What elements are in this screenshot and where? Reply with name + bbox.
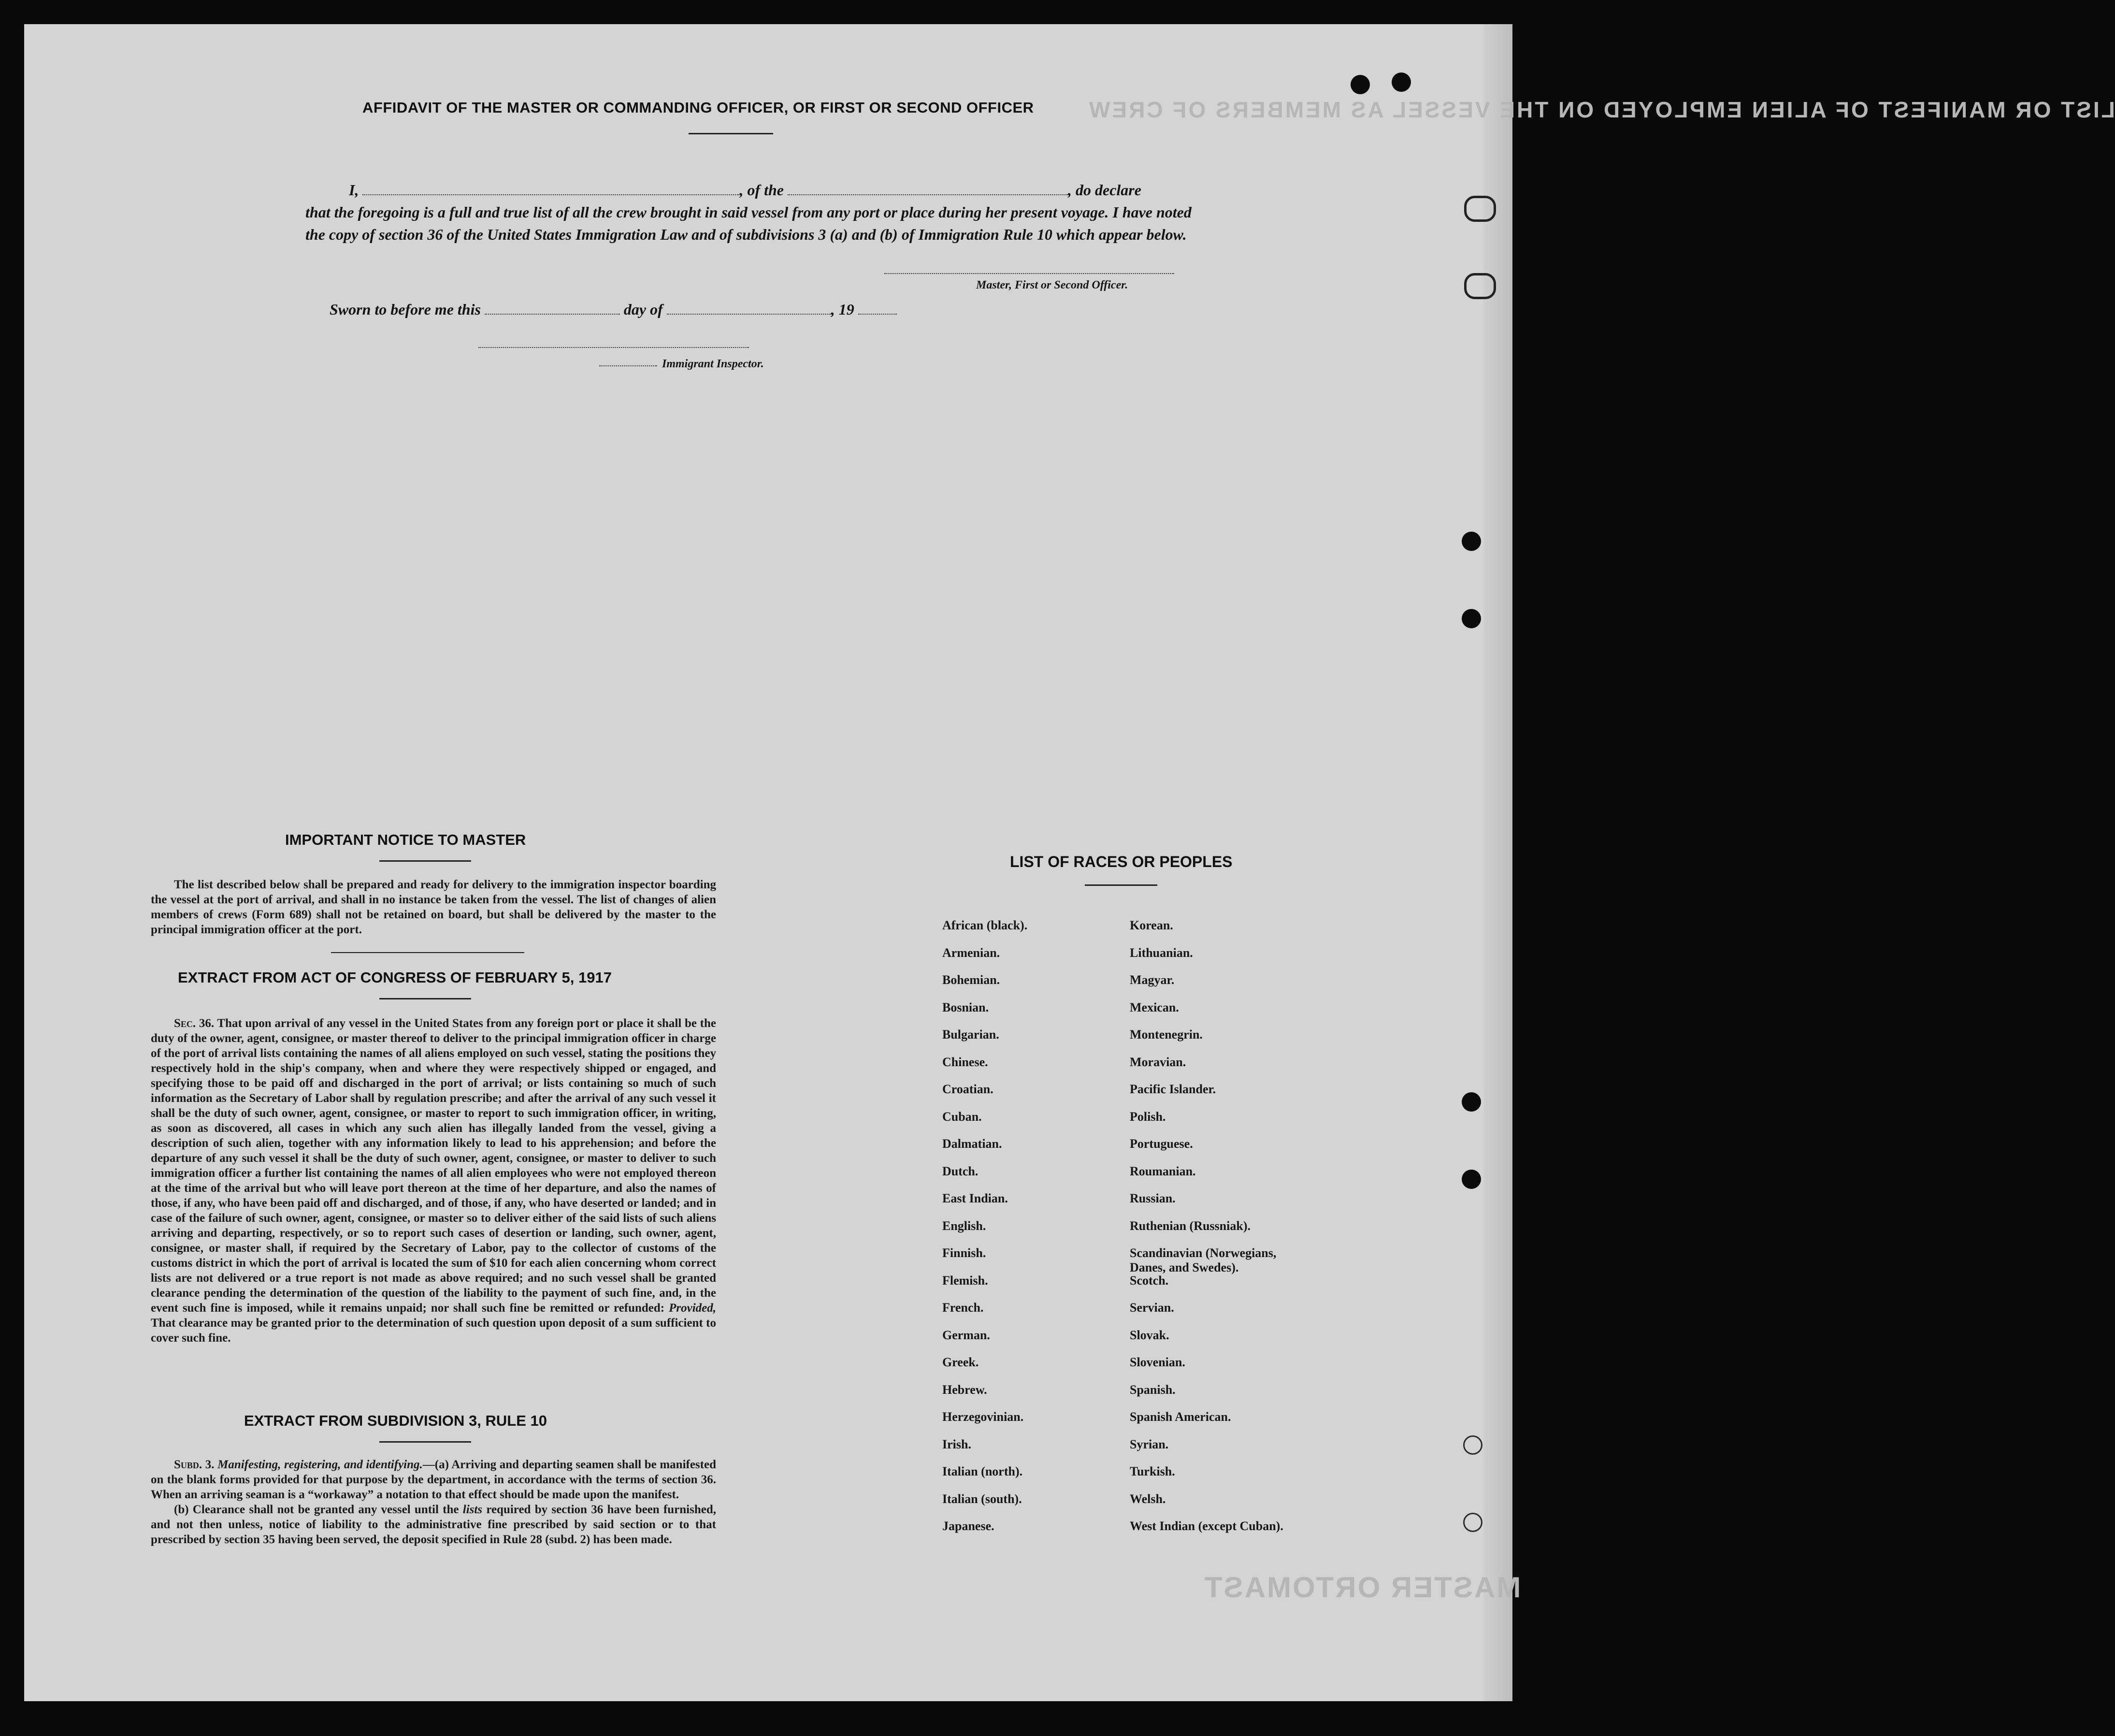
- affidavit-declare: , do declare: [1068, 181, 1141, 199]
- race-item: East Indian.: [942, 1191, 1008, 1205]
- rule-body: [151, 1457, 716, 1547]
- act-title: EXTRACT FROM ACT OF CONGRESS OF FEBRUARY 5, 1917: [178, 969, 612, 986]
- race-item: Pacific Islander.: [1130, 1082, 1216, 1096]
- race-item: Dutch.: [942, 1164, 978, 1178]
- act-text-end: That clearance may be granted prior to the determination of such question upon deposit of a sum sufficient to cover such fine.: [151, 1316, 716, 1345]
- race-item: Scotch.: [1130, 1273, 1169, 1288]
- race-item: Magyar.: [1130, 973, 1175, 987]
- race-item: Spanish American.: [1130, 1410, 1231, 1424]
- rule-title: EXTRACT FROM SUBDIVISION 3, RULE 10: [244, 1412, 547, 1429]
- rule-subd-label: Subd. 3.: [174, 1458, 215, 1471]
- rule-para-a: [151, 1457, 716, 1502]
- binder-clip: [1464, 196, 1496, 222]
- rule-para-b: [151, 1502, 716, 1547]
- vessel-blank[interactable]: [788, 182, 1068, 195]
- act-text: That upon arrival of any vessel in the United States from any foreign port or place it shall be the duty of the owner, agent, consignee, or master thereof to deliver to the principal immigration officer in charge of the port of arrival lists containing the names of all aliens employed on such vessel, stating the positions they respectively hold in the ship's company, when and where they were respectively shipped or engaged, and specifying those to be paid off and discharged in the port of arrival; or lists containing so much of such information as the Secretary of Labor shall by regulation prescribe; and after the arrival of any such vessel it shall be the duty of such owner, agent, consignee, or master to report to such immigration officer, in writing, as soon as discovered, all cases in which any such alien has illegally landed from the vessel, giving a description of such alien, together with any information likely to lead to his apprehension; and before the departure of any such vessel it shall be the duty of such owner, agent, consignee, or master to deliver to such immigration officer a further list containing the names of all alien employees who were not employed thereon at the time of the arrival but who will leave port thereon at the time of her departure, and also the names of those, if any, who have been paid off and discharged, and of those, if any, who have deserted or landed; and in case of the failure of such owner, agent, consignee, or master so to deliver either of the said lists of such aliens arriving and departing, respectively, or so to report such cases of desertion or landing, such owner, agent, consignee, or master shall, if required by the Secretary of Labor, pay to the collector of customs of the customs district in which the port of arrival is located the sum of $10 for each alien concerning whom correct lists are not delivered or a true report is not made as above required; and no such vessel shall be granted clearance pending the determination of the question of the liability to the payment of such fine, and, in the event such fine is imposed, while it remains unpaid; nor shall such fine be remitted or refunded:: [151, 1017, 716, 1315]
- race-item: West Indian (except Cuban).: [1130, 1519, 1283, 1533]
- affidavit-statement: that the foregoing is a full and true list of all the crew brought in said vessel from any port or place during her present voyage. I have noted the copy of section 36 of the United States Immigration Law and of subdivisions 3 (a) and (b) of Immigration Rule 10 which appear below.: [305, 203, 1192, 243]
- bleedthrough-header: LIST OR MANIFEST OF ALIEN EMPLOYED ON THE VESSEL AS MEMBERS OF CREW: [1087, 97, 2115, 122]
- punch-hole: [1462, 532, 1481, 551]
- race-item: Scandinavian (Norwegians, Danes, and Swedes).: [1130, 1246, 1277, 1274]
- rule-subd-heading: Manifesting, registering, and identifying.: [217, 1458, 423, 1471]
- races-title: LIST OF RACES OR PEOPLES: [1010, 853, 1233, 870]
- rule-para-b-lists: lists: [462, 1503, 483, 1516]
- affidavit-i: I,: [349, 181, 359, 199]
- race-item: Slovenian.: [1130, 1355, 1185, 1369]
- notice-body: [151, 877, 716, 937]
- race-item: Croatian.: [942, 1082, 993, 1096]
- race-item: German.: [942, 1328, 990, 1342]
- notice-title-rule: [379, 860, 471, 862]
- act-provided: Provided,: [669, 1302, 717, 1315]
- race-item: Finnish.: [942, 1246, 986, 1260]
- sworn-prefix: Sworn to before me this: [330, 301, 481, 318]
- act-section-label: Sec. 36.: [174, 1017, 215, 1030]
- notice-title: IMPORTANT NOTICE TO MASTER: [285, 831, 526, 848]
- sworn-year-blank[interactable]: [858, 301, 897, 315]
- races-right-column: [1130, 918, 1283, 1547]
- race-item: Cuban.: [942, 1109, 982, 1124]
- inspector-prefix-dots: [599, 365, 657, 366]
- race-item: Welsh.: [1130, 1491, 1166, 1506]
- races-title-rule: [1085, 884, 1157, 886]
- notice-paragraph: The list described below shall be prepared and ready for delivery to the immigration inspector boarding the vessel at the port of arrival, and shall in no instance be taken from the vessel. The list of changes of alien members of crews (Form 689) shall not be retained on board, but shall be delivered by the master to the principal immigration officer at the port.: [151, 878, 716, 936]
- affidavit-title: AFFIDAVIT OF THE MASTER OR COMMANDING OFFICER, OR FIRST OR SECOND OFFICER: [362, 99, 1034, 116]
- race-item: Irish.: [942, 1437, 971, 1451]
- race-item: Armenian.: [942, 945, 1000, 960]
- race-item: Herzegovinian.: [942, 1410, 1024, 1424]
- race-item: Servian.: [1130, 1301, 1174, 1315]
- sworn-line: [330, 298, 1233, 320]
- race-item: Greek.: [942, 1355, 979, 1369]
- affidavit-body: [305, 179, 1209, 246]
- master-signature-line[interactable]: [884, 273, 1174, 274]
- race-item: Lithuanian.: [1130, 945, 1193, 960]
- act-title-rule: [379, 998, 471, 999]
- race-item: Spanish.: [1130, 1382, 1176, 1397]
- master-signature-label: Master, First or Second Officer.: [976, 279, 1128, 291]
- race-item: Hebrew.: [942, 1382, 987, 1397]
- document-page: [24, 24, 2115, 1701]
- race-item: French.: [942, 1301, 984, 1315]
- race-item: Chinese.: [942, 1055, 988, 1069]
- rule-para-a-text: —(a) Arriving and departing seamen shall be manifested on the blank forms provided for that purpose by the department, in accordance with the terms of section 36. When an arriving seaman is a “workaway” a notation to that effect should be made upon the manifest.: [151, 1458, 716, 1501]
- race-item: Bulgarian.: [942, 1027, 999, 1042]
- punch-hole: [1392, 72, 1411, 92]
- bleedthrough-footer: MASTER ORTOMAST: [1203, 1571, 1521, 1604]
- race-item: Japanese.: [942, 1519, 994, 1533]
- sworn-day-of: day of: [623, 301, 663, 318]
- race-item: Slovak.: [1130, 1328, 1169, 1342]
- race-item: Flemish.: [942, 1273, 988, 1288]
- binder-clip: [1464, 273, 1496, 299]
- race-item: African (black).: [942, 918, 1028, 932]
- rule-title-rule: [379, 1441, 471, 1443]
- race-item: English.: [942, 1218, 986, 1233]
- race-item: Syrian.: [1130, 1437, 1169, 1451]
- punch-hole-open: [1463, 1435, 1482, 1455]
- notice-section-divider: [331, 952, 524, 953]
- race-item: Portuguese.: [1130, 1137, 1193, 1151]
- punch-hole: [1351, 75, 1370, 94]
- race-item: Roumanian.: [1130, 1164, 1196, 1178]
- race-item: Mexican.: [1130, 1000, 1179, 1014]
- races-left-column: [942, 918, 1027, 1547]
- act-paragraph: [151, 1016, 716, 1345]
- race-item: Korean.: [1130, 918, 1173, 932]
- sworn-month-blank[interactable]: [667, 301, 831, 315]
- sworn-year: , 19: [831, 301, 854, 318]
- race-item: Russian.: [1130, 1191, 1176, 1205]
- punch-hole: [1462, 1170, 1481, 1189]
- affidavit-title-rule: [689, 133, 773, 134]
- affidavit-declaration-line: [305, 179, 1209, 201]
- punch-hole: [1462, 609, 1481, 628]
- race-item: Bosnian.: [942, 1000, 989, 1014]
- name-blank[interactable]: [362, 182, 739, 195]
- punch-hole-open: [1463, 1513, 1482, 1532]
- race-item: Turkish.: [1130, 1464, 1175, 1478]
- inspector-label: Immigrant Inspector.: [662, 358, 764, 370]
- race-item: Dalmatian.: [942, 1137, 1002, 1151]
- rule-para-b-end: required by section 36 have been furnished, and not then unless, notice of liability to the administrative fine prescribed by said section or to that prescribed by section 35 having been served, the deposit specified in Rule 28 (subd. 2) has been made.: [151, 1503, 716, 1546]
- race-item: Bohemian.: [942, 973, 1000, 987]
- act-body: [151, 1016, 716, 1345]
- affidavit-of-the: , of the: [739, 181, 784, 199]
- sworn-day-blank[interactable]: [485, 301, 620, 315]
- race-item: Ruthenian (Russniak).: [1130, 1218, 1251, 1233]
- race-item: Polish.: [1130, 1109, 1166, 1124]
- punch-hole: [1462, 1092, 1481, 1112]
- rule-para-b-start: (b) Clearance shall not be granted any vessel until the: [174, 1503, 459, 1516]
- race-item: Italian (south).: [942, 1491, 1022, 1506]
- race-item: Montenegrin.: [1130, 1027, 1203, 1042]
- race-item: Moravian.: [1130, 1055, 1186, 1069]
- inspector-signature-line[interactable]: [478, 347, 749, 348]
- race-item: Italian (north).: [942, 1464, 1023, 1478]
